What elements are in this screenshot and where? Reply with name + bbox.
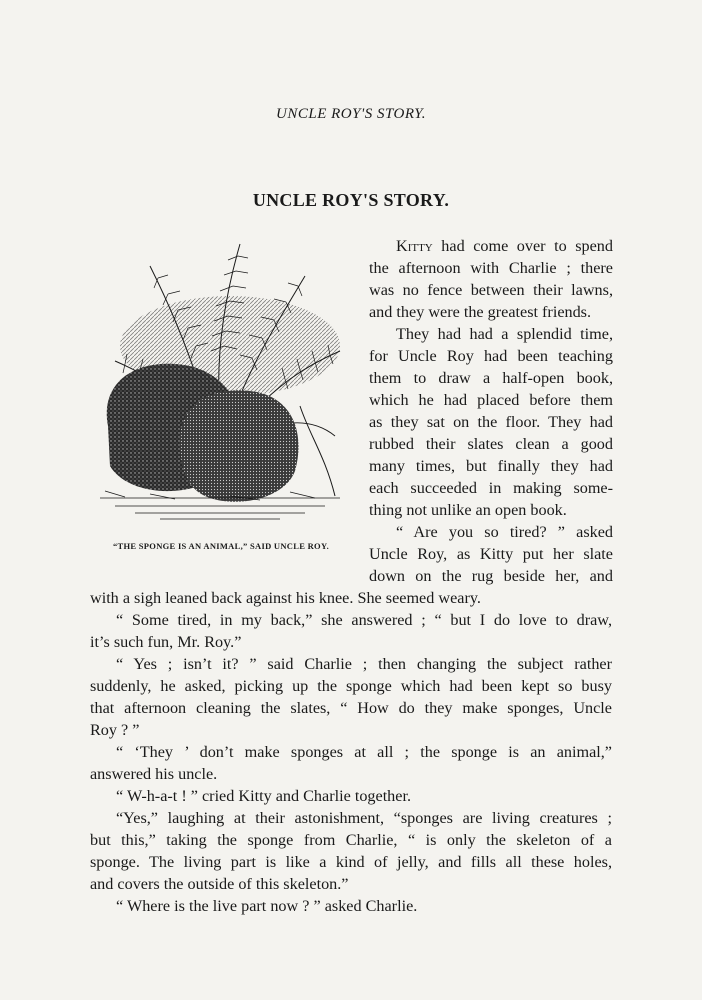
text-line: “ Where is the live part now ? ” asked Charlie.	[116, 897, 418, 915]
running-head: UNCLE ROY'S STORY.	[276, 106, 426, 122]
text-line: “ Yes ; isn’t it? ” said Charlie ; then changing the subject rather	[116, 655, 612, 673]
text-line: as they sat on the floor. They had	[369, 413, 613, 431]
text-line: thing not unlike an open book.	[369, 501, 567, 519]
text-line: was no fence between their lawns,	[369, 281, 613, 299]
small-caps-word: Kitty	[396, 237, 433, 255]
text-line: “Yes,” laughing at their astonishment, “sponges are living creatures ;	[116, 809, 612, 827]
text-line: which he had placed before them	[369, 391, 613, 409]
sponge-illustration	[90, 236, 352, 566]
text-line: each succeeded in making some-	[369, 479, 613, 497]
figure-caption: “THE SPONGE IS AN ANIMAL,” SAID UNCLE ROY.	[112, 541, 330, 551]
text-line: them to draw a half-open book,	[369, 369, 613, 387]
text-line: that afternoon cleaning the slates, “ How do they make sponges, Uncle	[90, 699, 612, 717]
sponge-engraving	[90, 236, 352, 536]
text-line: rubbed their slates clean a good	[369, 435, 613, 453]
text-line: “ Some tired, in my back,” she answered ; “ but I do love to draw,	[116, 611, 612, 629]
text-line: it’s such fun, Mr. Roy.”	[90, 633, 242, 651]
text-line: Kitty had come over to spend	[396, 237, 613, 255]
text-line: “ Are you so tired? ” asked	[396, 523, 613, 541]
text-line: “ W-h-a-t ! ” cried Kitty and Charlie together.	[116, 787, 412, 805]
text-line: Uncle Roy, as Kitty put her slate	[369, 545, 613, 563]
text-line: and they were the greatest friends.	[369, 303, 592, 321]
text-line: but this,” taking the sponge from Charlie, “ is only the skeleton of a	[90, 831, 612, 849]
text-line: the afternoon with Charlie ; there	[369, 259, 613, 277]
text-line: down on the rug beside her, and	[369, 567, 613, 585]
text-line: suddenly, he asked, picking up the sponge which had been kept so busy	[90, 677, 612, 695]
text-line: Roy ? ”	[90, 721, 140, 739]
text-line: “ ‘They ’ don’t make sponges at all ; the sponge is an animal,”	[116, 743, 612, 761]
text-line: many times, but finally they had	[369, 457, 613, 475]
text-line: sponge. The living part is like a kind of jelly, and fills all these holes,	[90, 853, 612, 871]
text-line: and covers the outside of this skeleton.”	[90, 875, 349, 893]
text-line: answered his uncle.	[90, 765, 218, 783]
text-line: with a sigh leaned back against his knee. She seemed weary.	[90, 589, 481, 607]
text-line: for Uncle Roy had been teaching	[369, 347, 613, 365]
chapter-title: UNCLE ROY'S STORY.	[252, 190, 450, 210]
text-line: They had had a splendid time,	[396, 325, 613, 343]
